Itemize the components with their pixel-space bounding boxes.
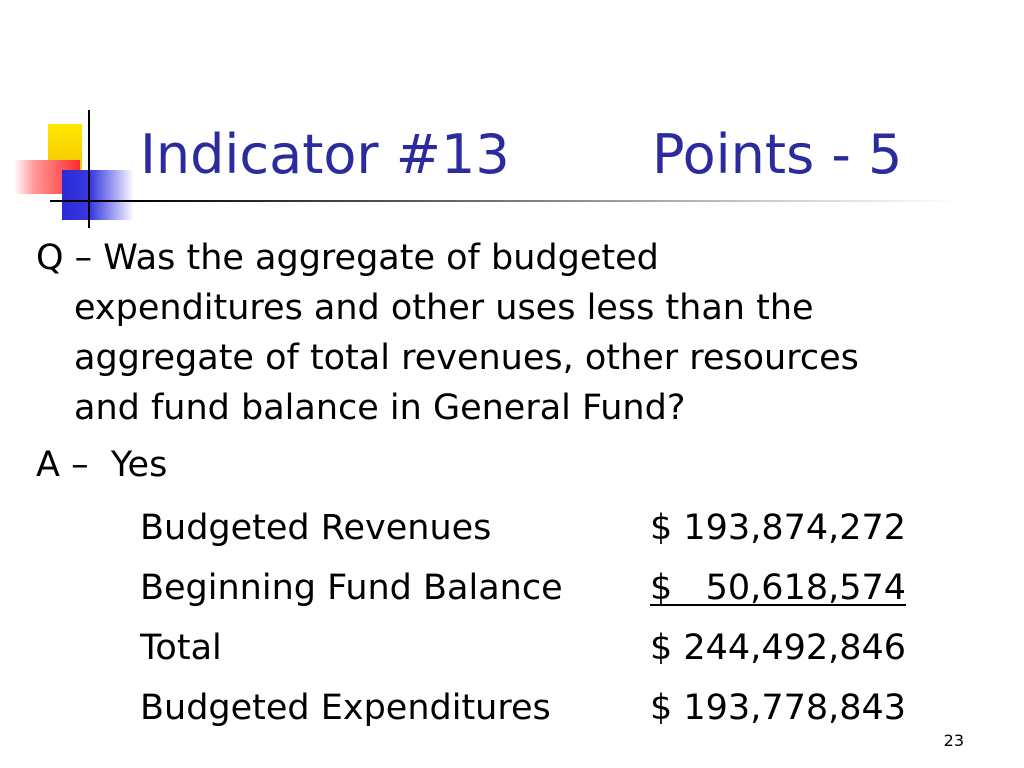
question-text: [36, 233, 996, 433]
logo-blue-square: [62, 170, 134, 220]
question-line: Q – Was the aggregate of budgeted: [36, 238, 659, 278]
slide-title: [140, 122, 903, 188]
slide-logo-icon: [0, 0, 140, 240]
question-line: and fund balance in General Fund?: [74, 388, 686, 428]
row-label: Budgeted Revenues: [140, 508, 492, 548]
title-underline-divider: [50, 200, 960, 202]
row-label: Total: [140, 628, 222, 668]
title-points: Points - 5: [652, 123, 903, 186]
title-indicator: Indicator #13: [140, 123, 510, 186]
row-value: $ 50,618,574: [650, 568, 907, 608]
page-number: 23: [943, 731, 964, 750]
answer-text: A – Yes: [36, 445, 168, 485]
question-line: expenditures and other uses less than the: [74, 288, 814, 328]
row-value: $ 193,778,843: [650, 688, 907, 728]
row-label: Beginning Fund Balance: [140, 568, 563, 608]
logo-vertical-line: [88, 110, 90, 228]
row-label: Budgeted Expenditures: [140, 688, 551, 728]
question-line: aggregate of total revenues, other resources: [74, 338, 859, 378]
row-value: $ 193,874,272: [650, 508, 907, 548]
row-value: $ 244,492,846: [650, 628, 907, 668]
